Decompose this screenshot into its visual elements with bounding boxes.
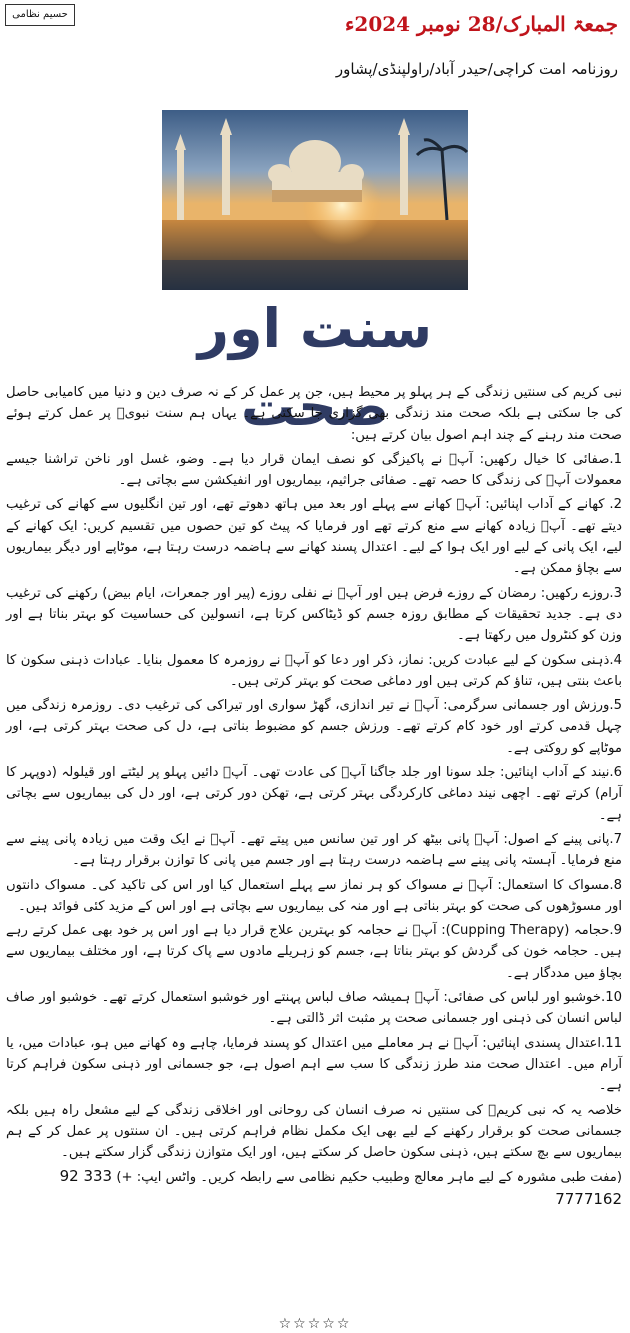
hero-image	[162, 110, 468, 438]
contact-text: (مفت طبی مشورہ کے لیے ماہر معالج وطبیب حکیم نظامی سے رابطہ کریں۔ واٹس ایپ: +)	[116, 1170, 622, 1186]
point-11: 11.اعتدال پسندی اپنائیں: آپؐ نے ہر معاملے میں اعتدال کو پسند فرمایا، چاہے وہ کھانے میں ہو، عبادات میں، یا آرام میں۔ اعتدال صحت مند طرز زندگی کا سب سے اہم اصول ہے، جو جسمانی اور ذہنی سکون فراہم کرتا ہے۔	[6, 1035, 622, 1094]
point-1: 1.صفائی کا خیال رکھیں: آپؐ نے پاکیزگی کو نصف ایمان قرار دیا ہے۔ وضو، غسل اور ناخن تراشنا جیسے معمولات آپؐ کی زندگی کا حصہ تھے۔ صفائی جراثیم، بیماریوں اور انفیکشن سے بچاتی ہے۔	[6, 451, 622, 489]
point-7: 7.پانی پینے کے اصول: آپؐ پانی بیٹھ کر اور تین سانس میں پیتے تھے۔ آپؐ نے ایک وقت میں زیادہ پانی پینے سے منع فرمایا۔ آہستہ پانی پینے سے ہاضمہ درست رہتا ہے اور جسم میں پانی کا توازن برقرار رہتا ہے۔	[6, 831, 622, 869]
article-body	[6, 382, 622, 1214]
hero-title: سنت اور صحت	[162, 290, 468, 368]
article-intro: نبی کریم کی سنتیں زندگی کے ہر پہلو پر محیط ہیں، جن پر عمل کر کے نہ صرف دین و دنیا میں کامیابی حاصل کی جا سکتی ہے بلکہ صحت مند زندگی بھی گزاری جا سکتی ہے۔ یہاں ہم سنت نبویؐ پر عمل کرتے ہوئے صحت مند رہنے کے چند اہم اصول بیان کرتے ہیں:	[6, 385, 622, 443]
author-name-box: حسیم نظامی	[5, 4, 75, 26]
point-3: 3.روزے رکھیں: رمضان کے روزے فرض ہیں اور آپؐ نے نفلی روزے (پیر اور جمعرات، ایام بیض) رکھنے کی ترغیب دی ہے۔ جدید تحقیقات کے مطابق روزہ جسم کو ڈیٹاکس کرتا ہے، انسولین کی حساسیت کو بہتر بناتا ہے اور وزن کو کنٹرول میں رکھتا ہے۔	[6, 585, 622, 644]
date-line: جمعۃ المبارک/28 نومبر 2024ء	[345, 12, 618, 36]
point-4: 4.ذہنی سکون کے لیے عبادت کریں: نماز، ذکر اور دعا کو آپؐ نے روزمرہ کا معمول بنایا۔ عبادات ذہنی سکون کا باعث بنتی ہیں، تناؤ کم کرتی ہیں اور دماغی صحت کو بہتر کرتی ہیں۔	[6, 652, 622, 689]
point-6: 6.نیند کے آداب اپنائیں: جلد سونا اور جلد جاگنا آپؐ کی عادت تھی۔ آپؐ دائیں پہلو پر لیٹتے اور قیلولہ (دوپہر کا آرام) کرتے تھے۔ اچھی نیند دماغی کارکردگی بہتر کرتی ہے، تھکن دور کرتی ہے، اور دل کی بیماریوں سے بچاتی ہے۔	[6, 765, 622, 823]
point-8: 8.مسواک کا استعمال: آپؐ نے مسواک کو ہر نماز سے پہلے استعمال کیا اور اس کی تاکید کی۔ مسواک دانتوں اور مسوڑھوں کی صحت کو بہتر بناتی ہے اور منہ کی بیماریوں سے بچاتی ہے اور اس کے مزید کئی فوائد ہیں۔	[6, 877, 622, 914]
article-conclusion: خلاصہ یہ کہ نبی کریمؐ کی سنتیں نہ صرف انسان کی روحانی اور اخلاقی زندگی کے لیے مشعل راہ ہیں بلکہ جسمانی صحت کو برقرار رکھنے کے لیے بھی ایک مکمل نظام فراہم کرتی ہیں۔ ان سنتوں پر عمل کر کے ہم بیماریوں سے بچ سکتے ہیں، ذہنی سکون حاصل کر سکتے ہیں، اور ایک متوازن زندگی گزار سکتے ہیں۔	[6, 1102, 622, 1161]
newspaper-source-line: روزنامہ امت کراچی/حیدر آباد/راولپنڈی/پشاور	[335, 60, 618, 78]
point-2: 2. کھانے کے آداب اپنائیں: آپؐ کھانے سے پہلے اور بعد میں ہاتھ دھوتے تھے، اور تین انگلیوں سے کھانے کی ترغیب دیتے تھے۔ آپؐ زیادہ کھانے سے منع کرتے تھے اور فرمایا کہ پیٹ کو تین حصوں میں تقسیم کریں: ایک کھانے کے لیے، ایک پانی کے لیے اور ایک ہوا کے لیے۔ اعتدال پسند کھانے سے ہاضمہ درست رہتا ہے، موٹاپے اور دیگر بیماریوں سے بچاؤ ممکن ہے۔	[6, 497, 622, 577]
point-10: 10.خوشبو اور لباس کی صفائی: آپؐ ہمیشہ صاف لباس پہنتے اور خوشبو استعمال کرتے تھے۔ خوشبو اور صاف لباس انسان کی ذہنی اور جسمانی صحت پر مثبت اثر ڈالتی ہے۔	[6, 990, 622, 1027]
point-5: 5.ورزش اور جسمانی سرگرمی: آپؐ نے تیر اندازی، گھڑ سواری اور تیراکی کی ترغیب دی۔ روزمرہ زندگی میں چہل قدمی کرتے اور خود کام کرتے تھے۔ ورزش جسم کو مضبوط بناتی ہے، دل کی صحت بہتر کرتی ہے، اور موٹاپے کو روکتی ہے۔	[6, 698, 622, 756]
contact-line	[6, 1166, 622, 1211]
point-9: 9.حجامہ (Cupping Therapy): آپؐ نے حجامہ کو بہترین علاج قرار دیا ہے اور اس پر خود بھی عمل کرتے رہے ہیں۔ حجامہ خون کی گردش کو بہتر بناتا ہے، جسم کو زہریلے مادوں سے پاک کرتا ہے، اور مختلف بیماریوں سے بچاؤ میں مددگار ہے۔	[6, 923, 622, 981]
footer-stars: ☆☆☆☆☆	[278, 1316, 352, 1332]
contact-phone: 92 333 7777162	[59, 1167, 622, 1208]
